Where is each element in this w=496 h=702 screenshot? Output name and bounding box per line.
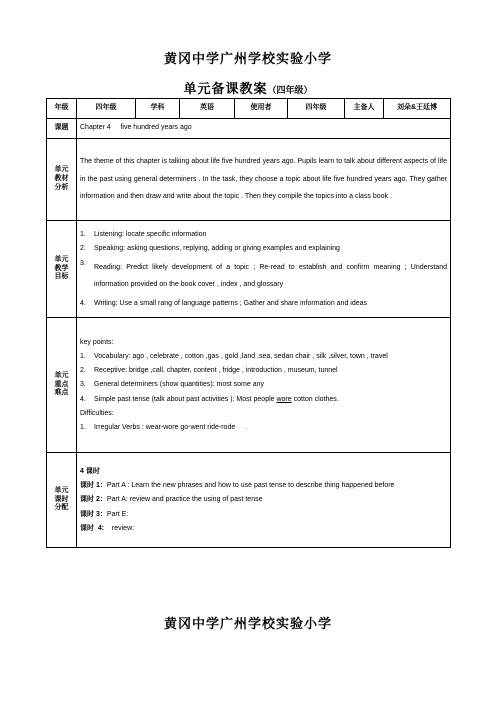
topic-label: 课题: [47, 119, 77, 139]
analysis-label: [47, 139, 77, 221]
objectives-label-line: 目标: [54, 273, 69, 281]
lesson-item: 课时 1：Part A : Learn the new phrases and how to use past tense to describe thing happened before: [80, 482, 395, 490]
analysis-cell: [77, 139, 451, 221]
analysis-text: The theme of this chapter is talking about life five hundred years ago. Pupils learn to talk about different aspects of life in the past using general determiners . In the task, they choose a topic about life five hundred years ago. They gather information and then draw and write about the topic . Then they compile the topics into a class book .: [80, 157, 447, 201]
analysis-label-line: 分析: [54, 183, 69, 191]
objectives-label: [47, 221, 77, 318]
document-title-grade: （四年级）: [267, 86, 313, 96]
topic-value: Chapter 4 five hundred years ago: [77, 119, 451, 139]
school-title-next-page: 黄冈中学广州学校实验小学: [163, 617, 332, 632]
difficulties-label: Difficulties:: [80, 409, 114, 417]
grade-value: 四年级: [77, 99, 136, 119]
document-title-main: 单元备课教案: [183, 82, 268, 97]
keypoints-label-line: 单元: [54, 371, 69, 379]
document-title: [0, 78, 496, 97]
grade-label: 年级: [47, 99, 77, 119]
list-item: 4. Writing: Use a small rang of language patterns ; Gather and share information and ideas: [80, 299, 368, 307]
objectives-label-line: 教学: [54, 264, 69, 272]
list-item: 4. Simple past tense (talk about past activities ): Most people wore cotton clothes.: [80, 395, 339, 403]
preparer-value: 刘朵&王廷博: [384, 99, 451, 119]
list-item: 2. Speaking: asking questions, replying, adding or giving examples and explaining: [80, 245, 340, 253]
lesson-plan-table: [46, 98, 451, 548]
keypoints-intro: key points:: [80, 339, 114, 347]
objectives-row: [47, 221, 451, 318]
list-item: 3. Reading: Predict likely development of a topic ; Re-read to establish and confirm meaning ; Understand information provided on the book cover , index , and glossary: [80, 259, 447, 289]
underlined-word: wore: [276, 395, 292, 403]
lesson-item: 课时 4: review:: [80, 524, 135, 532]
list-item: 1. Vocabulary: ago , celebrate , cotton ,gas , gold ,land ,sea, sedan chair , silk ,silver, town , travel: [80, 353, 388, 361]
keypoints-label-line: 重点: [54, 380, 69, 388]
lesson-item: 课时 3：Part E:: [80, 510, 129, 518]
list-item: 1. Listening: locate specific information: [80, 231, 207, 239]
lesson-item: 课时 2：Part A: review and practice the using of past tense: [80, 496, 263, 504]
list-item: 3. General determiners (show quantities): most some any: [80, 381, 265, 389]
subject-value: 英语: [180, 99, 235, 119]
user-label: 使用者: [235, 99, 288, 119]
topic-row: [47, 119, 451, 139]
analysis-label-line: 单元: [54, 166, 69, 174]
schedule-label-line: 课时: [54, 495, 69, 503]
keypoints-row: [47, 318, 451, 453]
user-value: 四年级: [288, 99, 345, 119]
list-item: 1. Irregular Verbs : wear-wore go-went ride-rode .: [80, 423, 247, 431]
schedule-label-line: 分配: [54, 504, 69, 512]
schedule-label-line: 单元: [54, 486, 69, 494]
keypoints-label: [47, 318, 77, 453]
analysis-row: [47, 139, 451, 221]
analysis-label-line: 教材: [54, 175, 69, 183]
keypoints-cell: [77, 318, 451, 453]
objectives-label-line: 单元: [54, 255, 69, 263]
school-title: 黄冈中学广州学校实验小学: [163, 52, 332, 67]
schedule-cell: [77, 453, 451, 548]
keypoints-label-line: 难点: [54, 389, 69, 397]
schedule-row: [47, 453, 451, 548]
preparer-label: 主备人: [345, 99, 384, 119]
header-row: [47, 99, 451, 119]
objectives-cell: [77, 221, 451, 318]
schedule-label: [47, 453, 77, 548]
list-item: 2. Receptive: bridge ,call, chapter, content , fridge , introduction , museum, tunnel: [80, 367, 338, 375]
subject-label: 学科: [136, 99, 180, 119]
schedule-total: 4 课时: [80, 468, 100, 476]
